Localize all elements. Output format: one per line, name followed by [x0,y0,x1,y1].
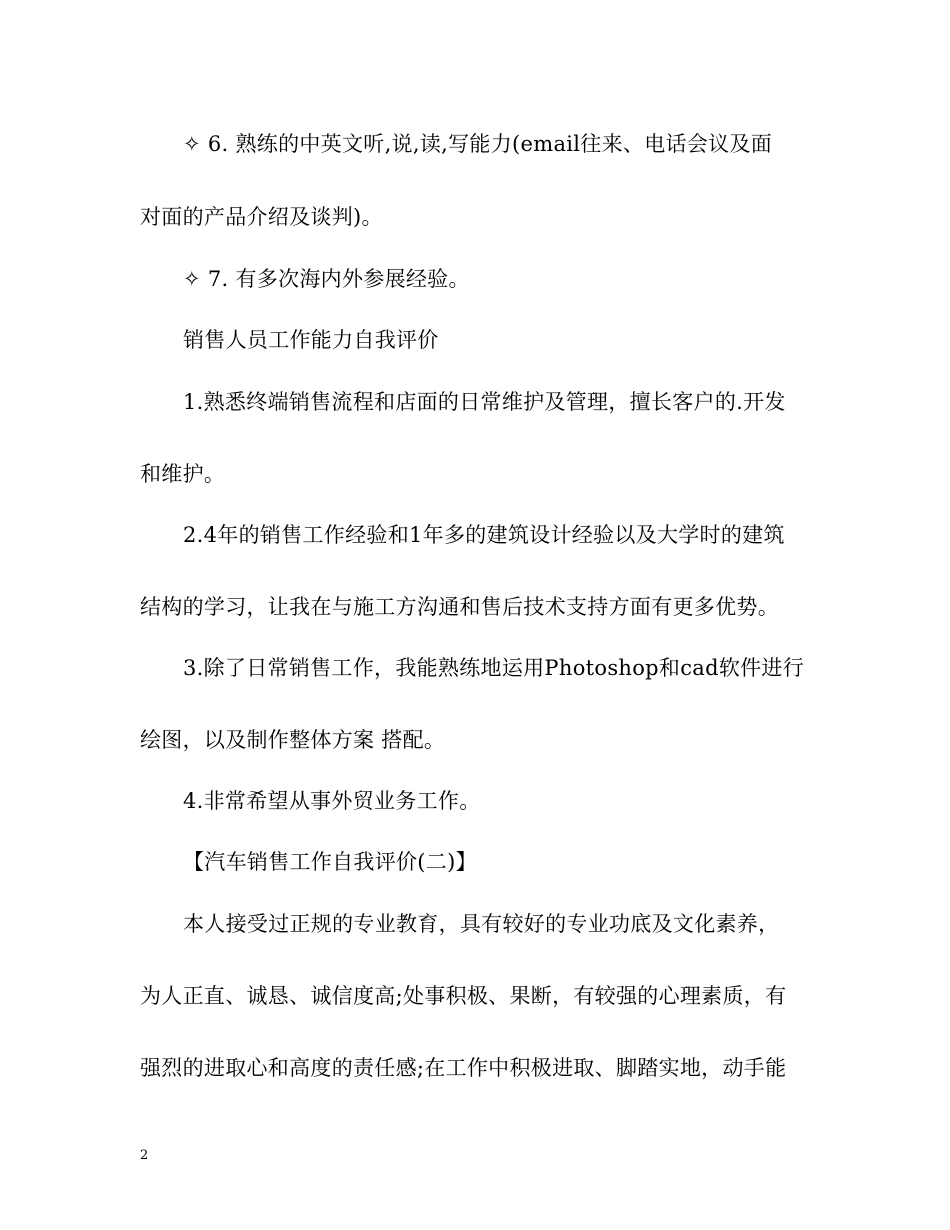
paragraph-line: 结构的学习，让我在与施工方沟通和售后技术支持方面有更多优势。 [140,595,779,619]
paragraph-line: 强烈的进取心和高度的责任感;在工作中积极进取、脚踏实地，动手能 [140,1056,787,1080]
paragraph-line: 3.除了日常销售工作，我能熟练地运用Photoshop和cad软件进行 [183,656,805,680]
page-number: 2 [140,1148,149,1163]
section-heading: 【汽车销售工作自我评价(二)】 [183,850,477,874]
paragraph-line: 对面的产品介绍及谈判)。 [140,205,383,229]
paragraph-line: 和维护。 [140,462,226,486]
paragraph-line: 绘图，以及制作整体方案 搭配。 [140,728,446,752]
paragraph-line: 1.熟悉终端销售流程和店面的日常维护及管理，擅长客户的.开发 [183,390,786,414]
paragraph-line: 2.4年的销售工作经验和1年多的建筑设计经验以及大学时的建筑 [183,523,785,547]
paragraph-line: 本人接受过正规的专业教育，具有较好的专业功底及文化素养， [183,912,780,936]
paragraph-line: ✧ 7. 有多次海内外参展经验。 [183,267,470,291]
paragraph-line: 4.非常希望从事外贸业务工作。 [183,789,481,813]
paragraph-line: 为人正直、诚恳、诚信度高;处事积极、果断，有较强的心理素质，有 [140,984,787,1008]
section-heading: 销售人员工作能力自我评价 [183,328,439,352]
paragraph-line: ✧ 6. 熟练的中英文听,说,读,写能力(email往来、电话会议及面 [183,132,772,156]
